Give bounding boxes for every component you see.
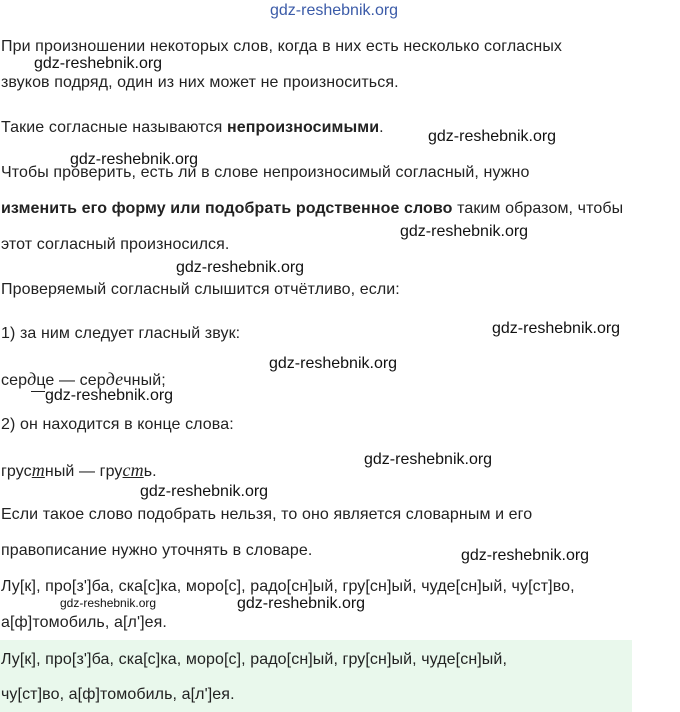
paragraph-line: Если такое слово подобрать нельзя, то оно является словарным и его <box>1 506 533 523</box>
watermark: gdz-reshebnik.org <box>270 2 399 19</box>
watermark: gdz-reshebnik.org <box>461 547 590 564</box>
watermark: gdz-reshebnik.org <box>60 596 157 610</box>
watermark: gdz-reshebnik.org <box>237 595 366 612</box>
watermark: gdz-reshebnik.org <box>428 128 557 145</box>
paragraph-line: Проверяемый согласный слышится отчётливо, если: <box>1 281 400 298</box>
watermark: gdz-reshebnik.org <box>70 151 199 168</box>
watermark: gdz-reshebnik.org <box>364 451 493 468</box>
example-line: сердце — сердечный; <box>1 369 166 389</box>
list-line: Лу[к], про[з']ба, ска[с]ка, моро[с], радо[сн]ый, гру[сн]ый, чуде[сн]ый, чу[ст]во, <box>1 578 575 595</box>
watermark: gdz-reshebnik.org <box>45 387 174 404</box>
watermark: gdz-reshebnik.org <box>176 259 305 276</box>
underline-mark <box>31 391 45 392</box>
paragraph-line: При произношении некоторых слов, когда в них есть несколько согласных <box>1 38 563 55</box>
paragraph-line: звуков подряд, один из них может не произноситься. <box>1 74 399 91</box>
example-line: грустный — грусть. <box>1 460 157 480</box>
paragraph-line: изменить его форму или подобрать родственное слово таким образом, чтобы <box>1 200 624 217</box>
paragraph-line: 2) он находится в конце слова: <box>1 416 234 433</box>
highlight-line: Лу[к], про[з']ба, ска[с]ка, моро[с], радо[сн]ый, гру[сн]ый, чуде[сн]ый, <box>1 651 507 668</box>
watermark: gdz-reshebnik.org <box>400 223 529 240</box>
watermark: gdz-reshebnik.org <box>269 355 398 372</box>
watermark: gdz-reshebnik.org <box>140 483 269 500</box>
paragraph-line: 1) за ним следует гласный звук: <box>1 325 241 342</box>
paragraph-line: Чтобы проверить, есть ли в слове непроизносимый согласный, нужно <box>1 164 530 181</box>
paragraph-line: правописание нужно уточнять в словаре. <box>1 542 313 559</box>
list-line: а[ф]томобиль, а[л']ея. <box>1 614 167 631</box>
watermark: gdz-reshebnik.org <box>492 320 621 337</box>
highlight-line: чу[ст]во, а[ф]томобиль, а[л']ея. <box>1 686 235 703</box>
watermark: gdz-reshebnik.org <box>34 55 163 72</box>
paragraph-line: этот согласный произносился. <box>1 236 230 253</box>
paragraph-line: Такие согласные называются непроизносимыми. <box>1 119 384 136</box>
